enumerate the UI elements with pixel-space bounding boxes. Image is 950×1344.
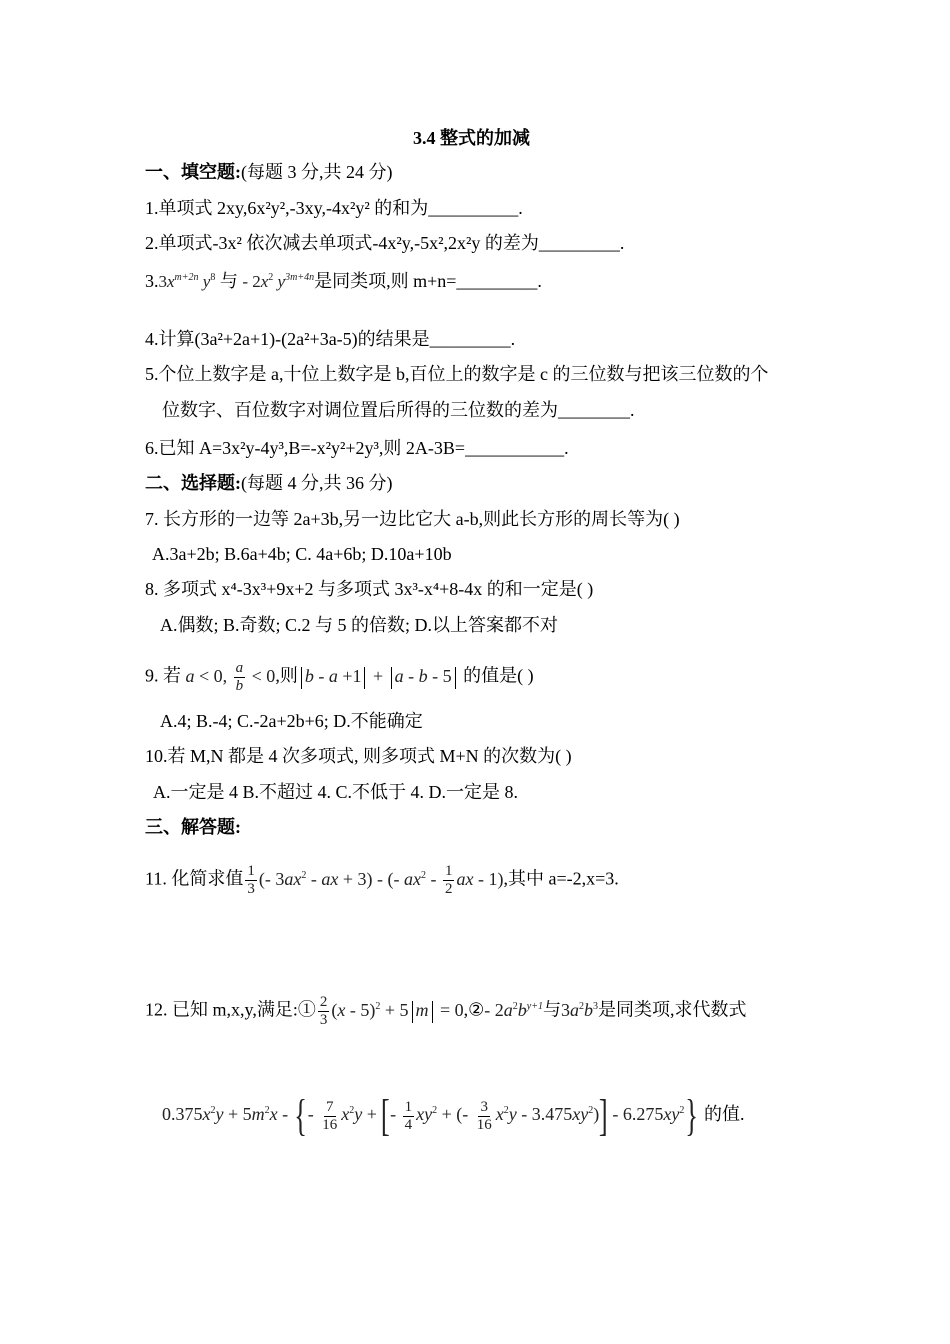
question-3-formula-b: - $2x^2$ $y^{3m+4n}$	[242, 272, 315, 291]
question-7-options: A.3a+2b; B.6a+4b; C. 4a+6b; D.10a+10b	[152, 544, 452, 564]
question-9-connector: ,则	[275, 665, 298, 686]
question-12-expression: $0.375x^2y + 5m^2x$ - {- $\frac{7}{16}$ $x^2y$ + [- $\frac{1}{4}$ $xy^2$ + (- $\frac{3}{16}$ $x^2y - 3.475xy^2)] - 6.275xy^2$}	[162, 1091, 699, 1140]
section-choice-header	[145, 471, 393, 495]
question-12-number: 12. 已知 m,x,y,满足:①	[145, 999, 316, 1020]
question-8: 8. 多项式 x⁴-3x³+9x+2 与多项式 3x³-x⁴+8-4x 的和一定是( )	[145, 579, 594, 599]
question-1: 1.单项式 2xy,6x²y²,-3xy,-4x²y² 的和为__________.	[145, 198, 523, 218]
section-choice-note: (每题 4 分,共 36 分)	[241, 473, 393, 493]
question-12	[145, 994, 746, 1029]
question-9-tail: 的值是( )	[463, 665, 534, 686]
question-10-options: A.一定是 4 B.不超过 4. C.不低于 4. D.一定是 8.	[153, 782, 519, 802]
question-9	[145, 660, 534, 695]
question-3	[145, 269, 542, 294]
question-3-number: 3.	[145, 271, 159, 291]
section-fill-header	[145, 160, 393, 184]
question-12-separator: ,②	[463, 999, 485, 1020]
section-choice-heading: 二、选择题:	[145, 473, 241, 493]
question-9-expression: b - a +1 + a - b - 5	[298, 666, 459, 686]
question-6: 6.已知 A=3x²y-4y³,B=-x²y²+2y³,则 2A-3B=___________.	[145, 438, 569, 458]
section-fill-heading: 一、填空题:	[145, 162, 241, 182]
question-12-condition-2a: - $2a^2b^{y+1}$	[484, 999, 543, 1020]
page-title: 3.4 整式的加减	[413, 128, 530, 148]
question-12-tail: 是同类项,求代数式	[597, 999, 747, 1020]
question-5-line-1: 5.个位上数字是 a,十位上数字是 b,百位上的数字是 c 的三位数与把该三位数的个	[145, 364, 769, 384]
question-12-end: 的值.	[703, 1104, 745, 1125]
question-10: 10.若 M,N 都是 4 次多项式, 则多项式 M+N 的次数为( )	[145, 746, 572, 766]
question-3-formula-a: $3x^{m+2n}$ $y^8$	[158, 272, 216, 291]
question-11	[145, 863, 619, 898]
question-5-line-2: 位数字、百位数字对调位置后所得的三位数的差为________.	[162, 400, 635, 420]
question-9-condition: a < 0, $\frac{a}{b}$ < 0	[185, 660, 276, 694]
question-11-number: 11. 化简求值	[145, 868, 244, 889]
question-12-expression-line	[162, 1091, 745, 1140]
question-12-condition-2b: $3a^2b^3$	[560, 999, 598, 1020]
question-9-number: 9. 若	[145, 665, 181, 686]
question-8-options: A.偶数; B.奇数; C.2 与 5 的倍数; D.以上答案都不对	[160, 615, 559, 635]
question-3-connector: 与	[219, 271, 238, 291]
question-12-condition-1: $\frac{2}{3}$ (x - 5)$^2$ + 5 m = 0	[319, 994, 464, 1028]
question-2: 2.单项式-3x² 依次减去单项式-4x²y,-5x²,2x²y 的差为_________.	[145, 233, 625, 253]
section-answer-heading: 三、解答题:	[145, 817, 241, 837]
question-11-expression: $\frac{1}{3}$ (- $3ax^2$ - ax + 3) - (- $ax^2$ - $\frac{1}{2}$ ax - 1)	[247, 863, 504, 897]
question-4: 4.计算(3a²+2a+1)-(2a²+3a-5)的结果是_________.	[145, 329, 516, 349]
question-7: 7. 长方形的一边等 2a+3b,另一边比它大 a-b,则此长方形的周长等为( )	[145, 509, 680, 529]
section-fill-note: (每题 3 分,共 24 分)	[241, 162, 393, 182]
question-11-tail: ,其中 a=-2,x=3.	[503, 868, 619, 889]
question-9-options: A.4; B.-4; C.-2a+2b+6; D.不能确定	[160, 711, 423, 731]
question-12-connector: 与	[542, 999, 561, 1020]
question-3-tail: 是同类项,则 m+n=_________.	[314, 271, 542, 291]
